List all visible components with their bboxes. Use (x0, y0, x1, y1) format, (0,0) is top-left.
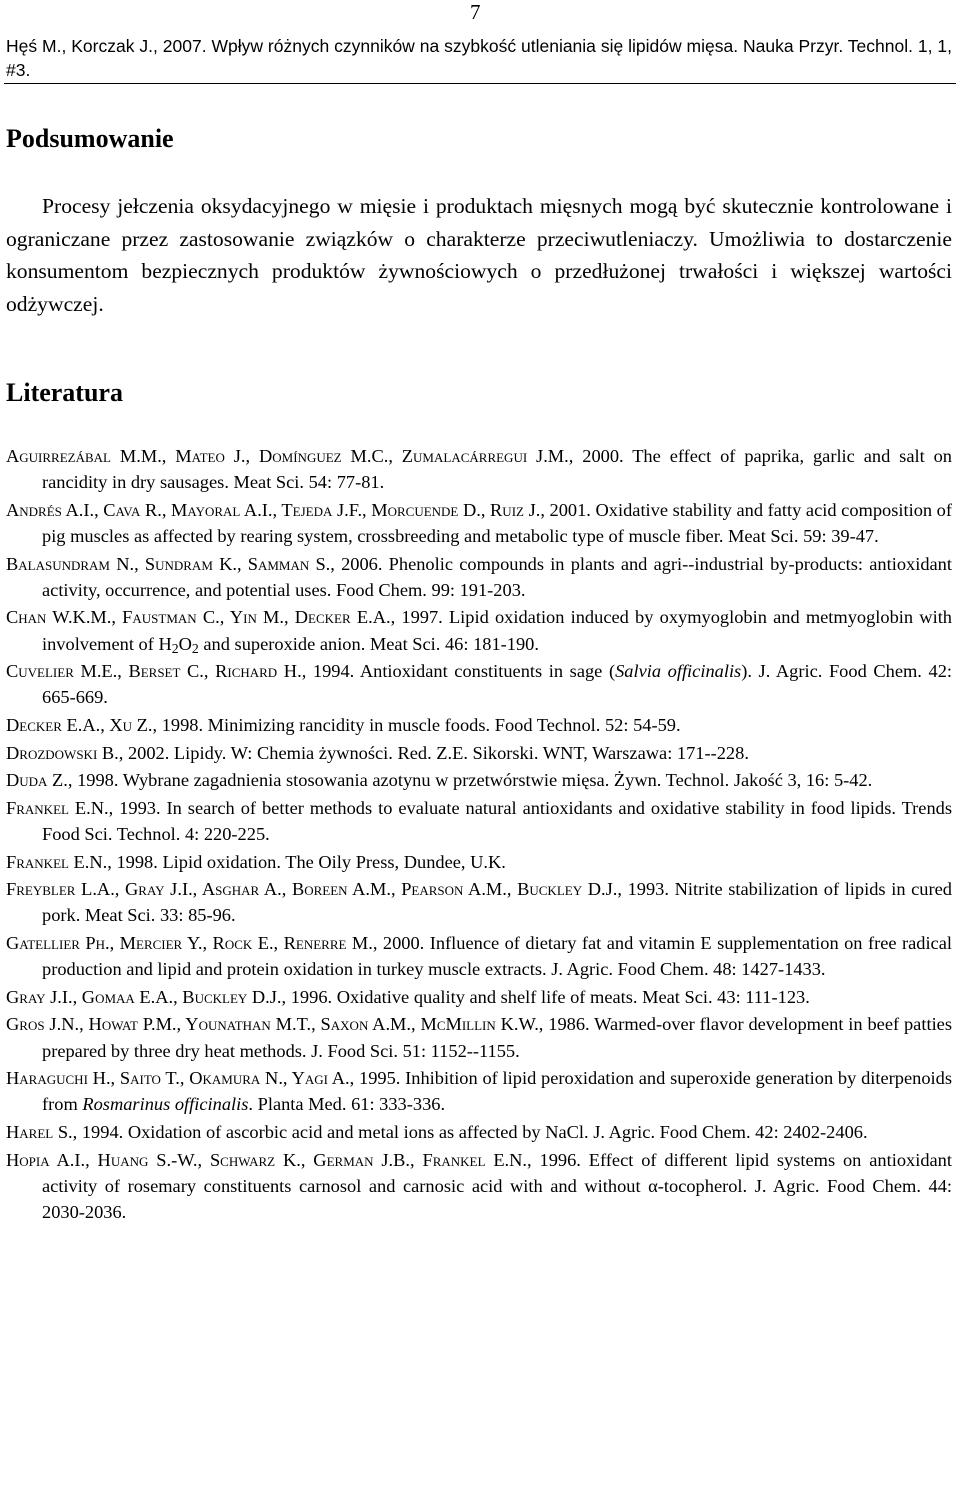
running-header-citation: Hęś M., Korczak J., 2007. Wpływ różnych czynników na szybkość utleniania się lipidów mięsa. Nauka Przyr. Technol. 1, 1, #3. (6, 36, 952, 80)
reference-item (6, 930, 952, 982)
reference-text: , 2000. Influence of dietary fat and vitamin E supplementation on free radical production and lipid and protein oxidation in turkey muscle extracts. J. Agric. Food Chem. 48: 1427-1433. (42, 932, 952, 980)
reference-authors: Cuvelier M.E., Berset C., Richard H. (6, 661, 302, 682)
reference-authors: Decker E.A., Xu Z. (6, 714, 153, 735)
reference-item (6, 604, 952, 656)
reference-item (6, 1065, 952, 1117)
reference-item (6, 658, 952, 710)
reference-text: and superoxide anion. Meat Sci. 46: 181-190. (198, 633, 539, 654)
page-number: 7 (470, 0, 481, 24)
reference-authors: Hopia A.I., Huang S.-W., Schwarz K., German J.B., Frankel E.N. (6, 1149, 528, 1170)
reference-text: , 2002. Lipidy. W: Chemia żywności. Red. Z.E. Sikorski. WNT, Warszawa: 171--228. (118, 742, 749, 763)
reference-authors: Chan W.K.M., Faustman C., Yin M., Decker E.A. (6, 607, 391, 628)
reference-text: , 1997. Lipid oxidation induced by oxymyoglobin and metmyoglobin with involvement of H (42, 607, 952, 654)
reference-text: , 2006. Phenolic compounds in plants and agri--industrial by-products: antioxidant activity, occurrence, and potential uses. Food Chem. 99: 191-203. (42, 553, 952, 600)
reference-authors: Freybler L.A., Gray J.I., Asghar A., Boreen A.M., Pearson A.M., Buckley D.J. (6, 879, 618, 900)
literature-heading: Literatura (6, 378, 123, 407)
reference-text: , 1996. Effect of different lipid systems on antioxidant activity of rosemary constituents carnosol and carnosic acid with and without α-tocopherol. J. Agric. Food Chem. 44: 2030-2036. (42, 1149, 952, 1222)
subscript: 2 (171, 640, 179, 656)
reference-text: ). J. Agric. Food Chem. 42: 665-669. (42, 661, 952, 708)
reference-text: , 1994. Antioxidant constituents in sage ( (301, 661, 616, 682)
reference-authors: Haraguchi H., Saito T., Okamura N., Yagi A. (6, 1068, 350, 1089)
reference-list (6, 443, 952, 1227)
reference-item (6, 984, 952, 1010)
reference-text: , 1993. Nitrite stabilization of lipids in cured pork. Meat Sci. 33: 85-96. (42, 879, 952, 926)
species-name: Rosmarinus officinalis (82, 1094, 249, 1115)
summary-paragraph: Procesy jełczenia oksydacyjnego w mięsie i produktach mięsnych mogą być skutecznie kontrolowane i ograniczane przez zastosowanie związków o charakterze przeciwutleniaczy. Umożliwia to dostarczenie konsumentom bezpiecznych produktów żywnościowych o przedłużonej trwałości i większej wartości odżywczej. (6, 194, 952, 316)
reference-item (6, 443, 952, 495)
subscript: 2 (191, 640, 199, 656)
reference-text: , 1994. Oxidation of ascorbic acid and metal ions as affected by NaCl. J. Agric. Food Chem. 42: 2402-2406. (72, 1121, 868, 1142)
reference-text: , 2001. Oxidative stability and fatty acid composition of pig muscles as affected by rearing system, crossbreeding and metabolic type of muscle fiber. Meat Sci. 59: 39-47. (42, 499, 953, 546)
reference-text: , 1993. In search of better methods to evaluate natural antioxidants and oxidative stability in food lipids. Trends Food Sci. Technol. 4: 220-225. (42, 797, 952, 844)
reference-authors: Aguirrezábal M.M., Mateo J., Domínguez M.C., Zumalacárregui J.M. (6, 446, 569, 466)
reference-item (6, 497, 952, 549)
reference-authors: Harel S. (6, 1121, 73, 1142)
reference-item (6, 712, 952, 738)
species-name: Salvia officinalis (615, 661, 742, 682)
reference-authors: Gatellier Ph., Mercier Y., Rock E., Renerre M. (6, 932, 373, 953)
reference-item (6, 795, 952, 847)
reference-item (6, 551, 952, 603)
summary-heading: Podsumowanie (6, 124, 174, 153)
reference-item (6, 876, 952, 928)
reference-item (6, 767, 952, 793)
reference-authors: Gros J.N., Howat P.M., Younathan M.T., Saxon A.M., McMillin K.W. (6, 1014, 539, 1035)
reference-text: O (178, 633, 192, 654)
reference-authors: Balasundram N., Sundram K., Samman S. (6, 553, 331, 574)
reference-text: , 1998. Minimizing rancidity in muscle foods. Food Technol. 52: 54-59. (152, 714, 681, 735)
reference-item (6, 740, 952, 766)
reference-text: , 1995. Inhibition of lipid peroxidation and superoxide generation by diterpenoids from (42, 1068, 952, 1115)
reference-text: , 1986. Warmed-over flavor development in beef patties prepared by three dry heat methods. J. Food Sci. 51: 1152--1155. (42, 1014, 952, 1061)
reference-text: , 2000. The effect of paprika, garlic and salt on rancidity in dry sausages. Meat Sci. 54: 77-81. (42, 446, 952, 493)
reference-text: , 1998. Lipid oxidation. The Oily Press, Dundee, U.K. (107, 851, 506, 872)
header-divider (4, 83, 956, 84)
reference-authors: Gray J.I., Gomaa E.A., Buckley D.J. (6, 986, 282, 1007)
reference-authors: Frankel E.N. (6, 851, 108, 872)
reference-item (6, 849, 952, 875)
reference-item (6, 1011, 952, 1063)
reference-text: , 1998. Wybrane zagadnienia stosowania azotynu w przetwórstwie mięsa. Żywn. Technol. Jakość 3, 16: 5-42. (67, 770, 873, 791)
reference-authors: Andrés A.I., Cava R., Mayoral A.I., Tejeda J.F., Morcuende D., Ruiz J. (6, 499, 541, 520)
reference-authors: Frankel E.N. (6, 797, 109, 818)
reference-authors: Drozdowski B. (6, 742, 119, 763)
reference-item (6, 1119, 952, 1145)
reference-authors: Duda Z. (6, 770, 68, 791)
reference-item (6, 1147, 952, 1226)
reference-text: . Planta Med. 61: 333-336. (248, 1094, 446, 1115)
reference-text: , 1996. Oxidative quality and shelf life of meats. Meat Sci. 43: 111-123. (281, 986, 810, 1007)
